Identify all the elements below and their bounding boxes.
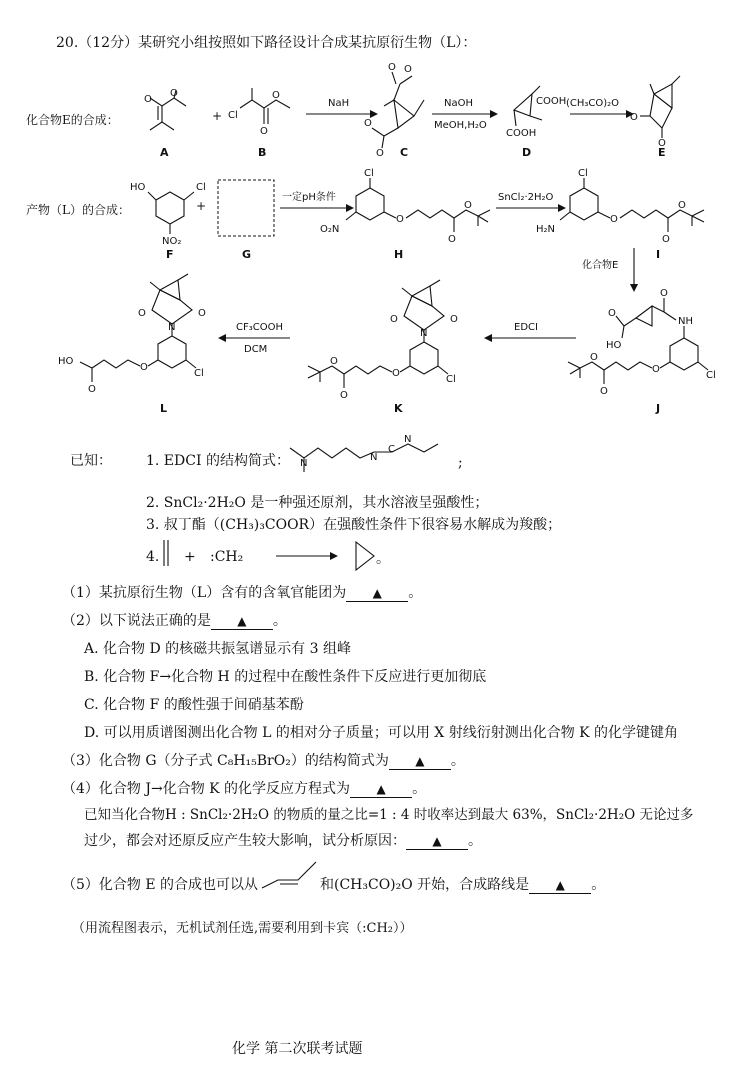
svg-text:O: O [388, 62, 396, 73]
label-d: D [522, 146, 532, 159]
svg-text:O: O [652, 364, 660, 375]
svg-text:O₂N: O₂N [320, 224, 340, 235]
svg-text:CF₃COOH: CF₃COOH [236, 322, 283, 333]
compound-f [148, 192, 194, 234]
svg-text:(CH₃CO)₂O: (CH₃CO)₂O [566, 98, 620, 109]
svg-text:DCM: DCM [244, 344, 268, 355]
svg-text:O: O [390, 314, 398, 325]
known-3: 3. 叔丁酯（(CH₃)₃COOR）在强酸性条件下很容易水解成为羧酸； [146, 517, 562, 533]
svg-text:O: O [464, 200, 472, 211]
svg-text:+: + [212, 109, 223, 123]
reaction-scheme [0, 0, 734, 430]
question-2: （2）以下说法正确的是 ▲ 。 [62, 613, 287, 629]
label-e: E [658, 146, 666, 159]
label-c: C [400, 146, 409, 159]
option-2b: B. 化合物 F→化合物 H 的过程中在酸性条件下反应进行更加彻底 [84, 669, 487, 685]
svg-text:O: O [662, 234, 670, 245]
question-3: （3）化合物 G（分子式 C₈H₁₅BrO₂）的结构简式为 ▲ 。 [62, 753, 465, 769]
known-2: 2. SnCl₂·2H₂O 是一种强还原剂，其水溶液呈强酸性； [146, 495, 489, 511]
label-k: K [394, 402, 403, 415]
svg-text:O: O [660, 288, 668, 299]
question-5-start: （5）化合物 E 的合成也可以从 [62, 877, 259, 893]
known-4-end: 。 [376, 551, 390, 567]
svg-text:SnCl₂·2H₂O: SnCl₂·2H₂O [498, 192, 554, 203]
svg-text:O: O [140, 362, 148, 373]
svg-text:N: N [168, 322, 176, 333]
section-label-l: 产物（L）的合成： [26, 203, 130, 217]
svg-text:Cl: Cl [228, 110, 238, 121]
question-4: （4）化合物 J→化合物 K 的化学反应方程式为 ▲ 。 [62, 781, 427, 797]
known-1: 1. EDCI 的结构简式： [146, 453, 290, 469]
option-2c: C. 化合物 F 的酸性强于间硝基苯酚 [84, 697, 304, 713]
svg-text:N: N [404, 434, 412, 445]
label-g: G [242, 248, 252, 261]
answer-blank-2[interactable]: ▲ [211, 613, 273, 630]
known-4-ch2: :CH₂ [210, 549, 244, 565]
svg-text:Cl: Cl [196, 182, 206, 193]
compound-e [640, 76, 680, 138]
svg-text:O: O [396, 214, 404, 225]
answer-blank-1[interactable]: ▲ [346, 585, 408, 602]
option-2d: D. 可以用质谱图测出化合物 L 的相对分子质量；可以用 X 射线衍射测出化合物 K 的化学键键角 [84, 725, 679, 741]
svg-text:N: N [420, 328, 428, 339]
svg-text:EDCI: EDCI [514, 322, 538, 333]
answer-blank-5[interactable]: ▲ [529, 877, 591, 894]
svg-text:O: O [590, 352, 598, 363]
svg-text:化合物E: 化合物E [582, 260, 619, 271]
known-title: 已知： [70, 453, 112, 469]
svg-text:Cl: Cl [364, 168, 374, 179]
svg-text:Cl: Cl [578, 168, 588, 179]
svg-text:O: O [610, 214, 618, 225]
compound-g-box [218, 180, 274, 236]
svg-text:O: O [144, 94, 152, 105]
section-label-e: 化合物E的合成： [26, 113, 119, 127]
svg-text:O: O [260, 126, 268, 137]
svg-text:+: + [196, 199, 207, 213]
svg-text:O: O [404, 64, 412, 75]
answer-blank-4b[interactable]: ▲ [406, 833, 468, 850]
label-i: I [656, 248, 661, 261]
svg-text:O: O [448, 234, 456, 245]
svg-text:O: O [392, 368, 400, 379]
svg-text:一定pH条件: 一定pH条件 [282, 192, 336, 203]
question-4-info: 已知当化合物H : SnCl₂·2H₂O 的物质的量之比=1 : 4 时收率达到最大 63%，SnCl₂·2H₂O 无论过多 [84, 807, 694, 823]
svg-text:NH: NH [678, 316, 693, 327]
answer-blank-3[interactable]: ▲ [389, 753, 451, 770]
svg-text:O: O [608, 308, 616, 319]
svg-text:O: O [678, 200, 686, 211]
known-1-semicolon: ; [458, 455, 463, 471]
label-j: J [656, 402, 661, 415]
svg-text:O: O [330, 356, 338, 367]
svg-text:O: O [658, 138, 666, 149]
question-4-reason: 过少，都会对还原反应产生较大影响，试分析原因： ▲ 。 [84, 833, 482, 849]
compound-c [372, 72, 424, 148]
known-4-plus: + [184, 549, 196, 565]
svg-text:COOH: COOH [536, 96, 567, 107]
compound-j [568, 298, 708, 384]
svg-text:NO₂: NO₂ [162, 236, 182, 247]
svg-text:COOH: COOH [506, 128, 537, 139]
label-l: L [160, 402, 168, 415]
answer-blank-4[interactable]: ▲ [350, 781, 412, 798]
option-2a: A. 化合物 D 的核磁共振氢谱显示有 3 组峰 [84, 641, 351, 657]
question-header: 20.（12分）某研究小组按照如下路径设计合成某抗原衍生物（L）： [56, 35, 477, 51]
label-b: B [258, 146, 267, 159]
svg-text:O: O [630, 112, 638, 123]
svg-text:Cl: Cl [706, 370, 716, 381]
svg-text:O: O [138, 308, 146, 319]
svg-text:NaH: NaH [328, 98, 350, 109]
svg-text:Cl: Cl [446, 374, 456, 385]
compound-b [240, 88, 290, 124]
svg-text:O: O [364, 118, 372, 129]
svg-text:O: O [450, 314, 458, 325]
question-5-rest: 和(CH₃CO)₂O 开始，合成路线是 ▲ 。 [320, 877, 606, 893]
svg-text:Cl: Cl [194, 368, 204, 379]
svg-text:HO: HO [130, 182, 146, 193]
svg-text:O: O [88, 384, 96, 395]
svg-text:O: O [198, 308, 206, 319]
known-4-num: 4. [146, 549, 160, 565]
svg-text:N: N [300, 458, 308, 469]
svg-text:O: O [272, 90, 280, 101]
svg-text:O: O [340, 390, 348, 401]
svg-text:C: C [388, 444, 395, 455]
label-h: H [394, 248, 404, 261]
svg-text:HO: HO [606, 340, 622, 351]
label-a: A [160, 146, 169, 159]
svg-text:O: O [170, 88, 178, 99]
svg-text:O: O [376, 148, 384, 159]
svg-text:N: N [370, 452, 378, 463]
question-5-note: （用流程图表示，无机试剂任选,需要利用到卡宾（:CH₂）） [72, 921, 413, 936]
page-footer: 化学 第二次联考试题 [232, 1041, 363, 1057]
compound-a [150, 90, 186, 130]
question-1: （1）某抗原衍生物（L）含有的含氧官能团为 ▲ 。 [62, 585, 423, 601]
svg-text:NaOH: NaOH [444, 98, 473, 109]
svg-text:HO: HO [58, 356, 74, 367]
svg-text:MeOH,H₂O: MeOH,H₂O [434, 120, 487, 131]
label-f: F [166, 248, 174, 261]
svg-text:H₂N: H₂N [536, 224, 556, 235]
svg-text:O: O [600, 386, 608, 397]
compound-l [80, 274, 196, 382]
